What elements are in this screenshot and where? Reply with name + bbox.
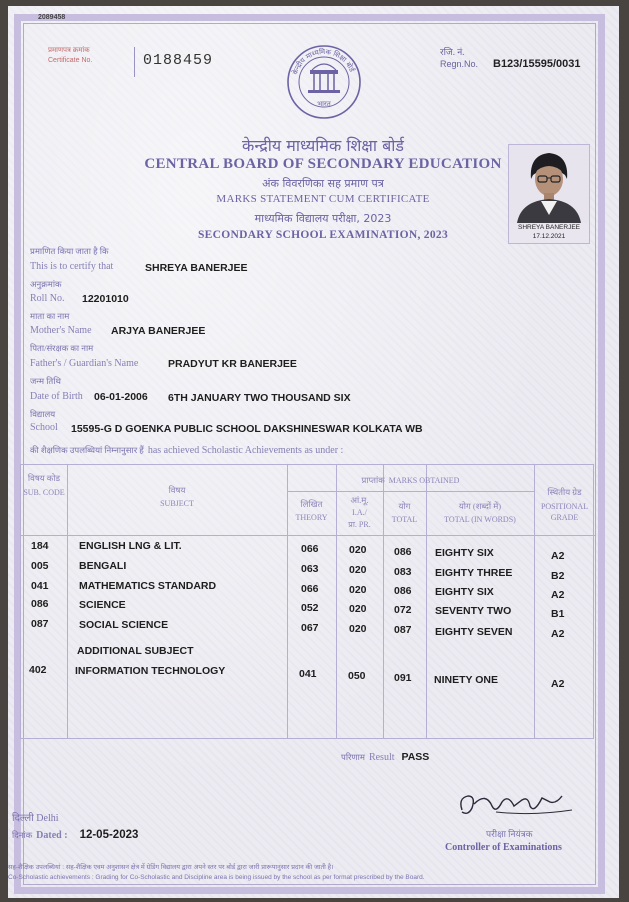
row4-grade: B1 (551, 608, 565, 620)
header-subject-en: SUBJECT (160, 499, 194, 508)
row4-total: 072 (394, 604, 412, 616)
row3-theory: 066 (301, 583, 319, 595)
cbse-emblem-icon (286, 44, 362, 120)
regn-label-hi: रजि. नं. (440, 47, 465, 57)
row3-words: EIGHTY SIX (435, 586, 494, 598)
photo-caption-name: SHREYA BANERJEE (517, 224, 580, 231)
header-pr-en: PR. (358, 520, 371, 529)
achievement-label-hi: की शैक्षणिक उपलब्धियां निम्नानुसार हैं (30, 445, 144, 455)
doc-title-hi: अंक विवरणिका सह प्रमाण पत्र (262, 177, 384, 190)
row6-words: NINETY ONE (434, 674, 498, 686)
emblem-ring-text: केन्द्रीय माध्यमिक शिक्षा बोर्ड (291, 47, 356, 76)
certificate-no-label-en: Certificate No. (48, 57, 93, 64)
marks-table (20, 464, 594, 739)
row5-grade: A2 (551, 628, 565, 640)
row4-ia: 020 (349, 603, 367, 615)
student-photo (508, 144, 590, 244)
controller-label-hi: परीक्षा नियंत्रक (486, 829, 533, 839)
row3-ia: 020 (349, 584, 367, 596)
dob-label-hi: जन्म तिथि (30, 376, 61, 386)
emblem-bottom-text: भारत (317, 100, 331, 108)
header-theory-en: THEORY (295, 513, 328, 522)
header-grade-en: POSITIONAL GRADE (540, 502, 589, 522)
mother-name: ARJYA BANERJEE (111, 325, 206, 337)
header-marks (287, 473, 534, 486)
additional-subject-label: ADDITIONAL SUBJECT (77, 645, 194, 657)
board-title-en: CENTRAL BOARD OF SECONDARY EDUCATION (144, 156, 502, 172)
row2-subject: BENGALI (79, 560, 127, 572)
row1-words: EIGHTY SIX (435, 547, 494, 559)
issue-date: 12-05-2023 (79, 829, 139, 841)
row1-code: 184 (31, 540, 49, 552)
row2-grade: B2 (551, 570, 565, 582)
dob-label-en: Date of Birth (30, 391, 83, 402)
row3-subject: MATHEMATICS STANDARD (79, 580, 217, 592)
row4-subject: SCIENCE (79, 599, 126, 611)
header-marks-hi: प्राप्तांक (361, 475, 385, 485)
dob-value: 06-01-2006 (94, 391, 148, 403)
row5-total: 087 (394, 624, 412, 636)
place-en: Delhi (36, 813, 59, 824)
photo-caption-date: 17.12.2021 (532, 233, 566, 240)
row2-code: 005 (31, 560, 49, 572)
regn-label-en: Regn.No. (440, 59, 479, 69)
row6-total: 091 (394, 672, 412, 684)
row6-code: 402 (29, 664, 47, 676)
student-photo-icon (509, 145, 589, 223)
father-label-hi: पिता/संरक्षक का नाम (30, 343, 94, 353)
dob-words: 6TH JANUARY TWO THOUSAND SIX (168, 392, 351, 404)
row2-total: 083 (394, 566, 412, 578)
result-line (341, 747, 429, 765)
row4-code: 086 (31, 598, 49, 610)
row5-subject: SOCIAL SCIENCE (79, 619, 169, 631)
header-words-en: TOTAL (IN WORDS) (444, 515, 516, 524)
certify-label-hi: प्रमाणित किया जाता है कि (30, 246, 109, 256)
row3-code: 041 (31, 580, 49, 592)
row4-theory: 052 (301, 602, 319, 614)
header-words-hi: योग (शब्दों में) (458, 501, 502, 511)
row2-theory: 063 (301, 563, 319, 575)
exam-title-en: SECONDARY SCHOOL EXAMINATION, 2023 (197, 229, 449, 241)
header-pr-hi: प्रा. (348, 520, 357, 529)
roll-label-en: Roll No. (30, 293, 65, 304)
mother-label-en: Mother's Name (30, 325, 92, 336)
roll-number: 12201010 (82, 293, 129, 305)
row4-words: SEVENTY TWO (435, 605, 512, 617)
row2-words: EIGHTY THREE (435, 567, 513, 579)
achievement-label-en: has achieved Scholastic Achievements as under : (147, 445, 344, 456)
exam-title-hi: माध्यमिक विद्यालय परीक्षा, 2023 (254, 212, 392, 225)
header-pr (336, 519, 383, 530)
header-grade-hi: स्थितीय ग्रेड (547, 487, 582, 497)
dated-en: Dated : (36, 830, 68, 841)
school-name: 15595-G D GOENKA PUBLIC SCHOOL DAKSHINESWAR KOLKATA WB (71, 423, 423, 435)
school-label-en: School (30, 422, 58, 433)
header-ia-hi: आं.मू. (350, 495, 369, 505)
row6-ia: 050 (348, 670, 366, 682)
result-label-en: Result (368, 752, 395, 763)
dated-hi: दिनांक (12, 830, 33, 840)
row5-theory: 067 (301, 622, 319, 634)
certify-label-en: This is to certify that (30, 261, 114, 272)
certificate-no-label-hi: प्रमाणपत्र क्रमांक (48, 47, 90, 54)
header-code-hi: विषय कोड (27, 473, 61, 483)
school-label-hi: विद्यालय (30, 409, 56, 419)
row3-total: 086 (394, 585, 412, 597)
father-label-en: Father's / Guardian's Name (30, 358, 139, 369)
doc-title-en: MARKS STATEMENT CUM CERTIFICATE (216, 193, 430, 205)
row5-words: EIGHTY SEVEN (435, 626, 513, 638)
row3-grade: A2 (551, 589, 565, 601)
header-theory-hi: लिखित (300, 499, 323, 509)
certificate-number: 0188459 (143, 52, 214, 69)
row5-code: 087 (31, 618, 49, 630)
header-subject-hi: विषय (168, 485, 186, 495)
board-title-hi: केन्द्रीय माध्यमिक शिक्षा बोर्ड (242, 136, 404, 155)
note-en: Co-Scholastic achievements : Grading for Co-Scholastic and Discipline area is being issued by the school as per format prescribed by the Board. (8, 874, 425, 881)
father-name: PRADYUT KR BANERJEE (168, 358, 297, 370)
achievement-line (30, 440, 343, 458)
row1-theory: 066 (301, 543, 319, 555)
row1-subject: ENGLISH LNG & LIT. (79, 540, 182, 552)
header-total-hi: योग (398, 501, 411, 511)
note-hi: सह-शैक्षिक उपलब्धियां : सह-शैक्षिक एवम अनुशासन क्षेत्र में ग्रेडिंग विद्यालय द्वारा अपने स्तर पर बोर्ड द्वारा जारी प्रारूपानुसार प्रदान की जाती है। (8, 864, 334, 871)
serial-divider (134, 47, 135, 77)
row1-grade: A2 (551, 550, 565, 562)
place-line (12, 810, 59, 824)
controller-signature (452, 786, 582, 824)
result-value: PASS (401, 751, 430, 763)
row6-theory: 041 (299, 668, 317, 680)
header-total-en: TOTAL (391, 515, 418, 524)
row2-ia: 020 (349, 564, 367, 576)
regn-number: B123/15595/0031 (493, 58, 581, 70)
row5-ia: 020 (349, 623, 367, 635)
student-name: SHREYA BANERJEE (145, 262, 248, 274)
row1-ia: 020 (349, 544, 367, 556)
certificate-paper (8, 6, 619, 898)
row6-subject: INFORMATION TECHNOLOGY (75, 665, 226, 677)
mother-label-hi: माता का नाम (30, 311, 70, 321)
result-label-hi: परिणाम (341, 752, 365, 762)
roll-label-hi: अनुक्रमांक (30, 279, 62, 289)
row6-grade: A2 (551, 678, 565, 690)
row1-total: 086 (394, 546, 412, 558)
date-line (12, 825, 138, 843)
header-marks-en: MARKS OBTAINED (388, 476, 460, 485)
header-code-en: SUB. CODE (23, 488, 65, 497)
place-hi: दिल्ली (12, 813, 34, 824)
serial-tiny: 2089458 (38, 14, 66, 21)
controller-label-en: Controller of Examinations (445, 842, 562, 853)
header-ia-en: I.A./ (352, 508, 367, 517)
